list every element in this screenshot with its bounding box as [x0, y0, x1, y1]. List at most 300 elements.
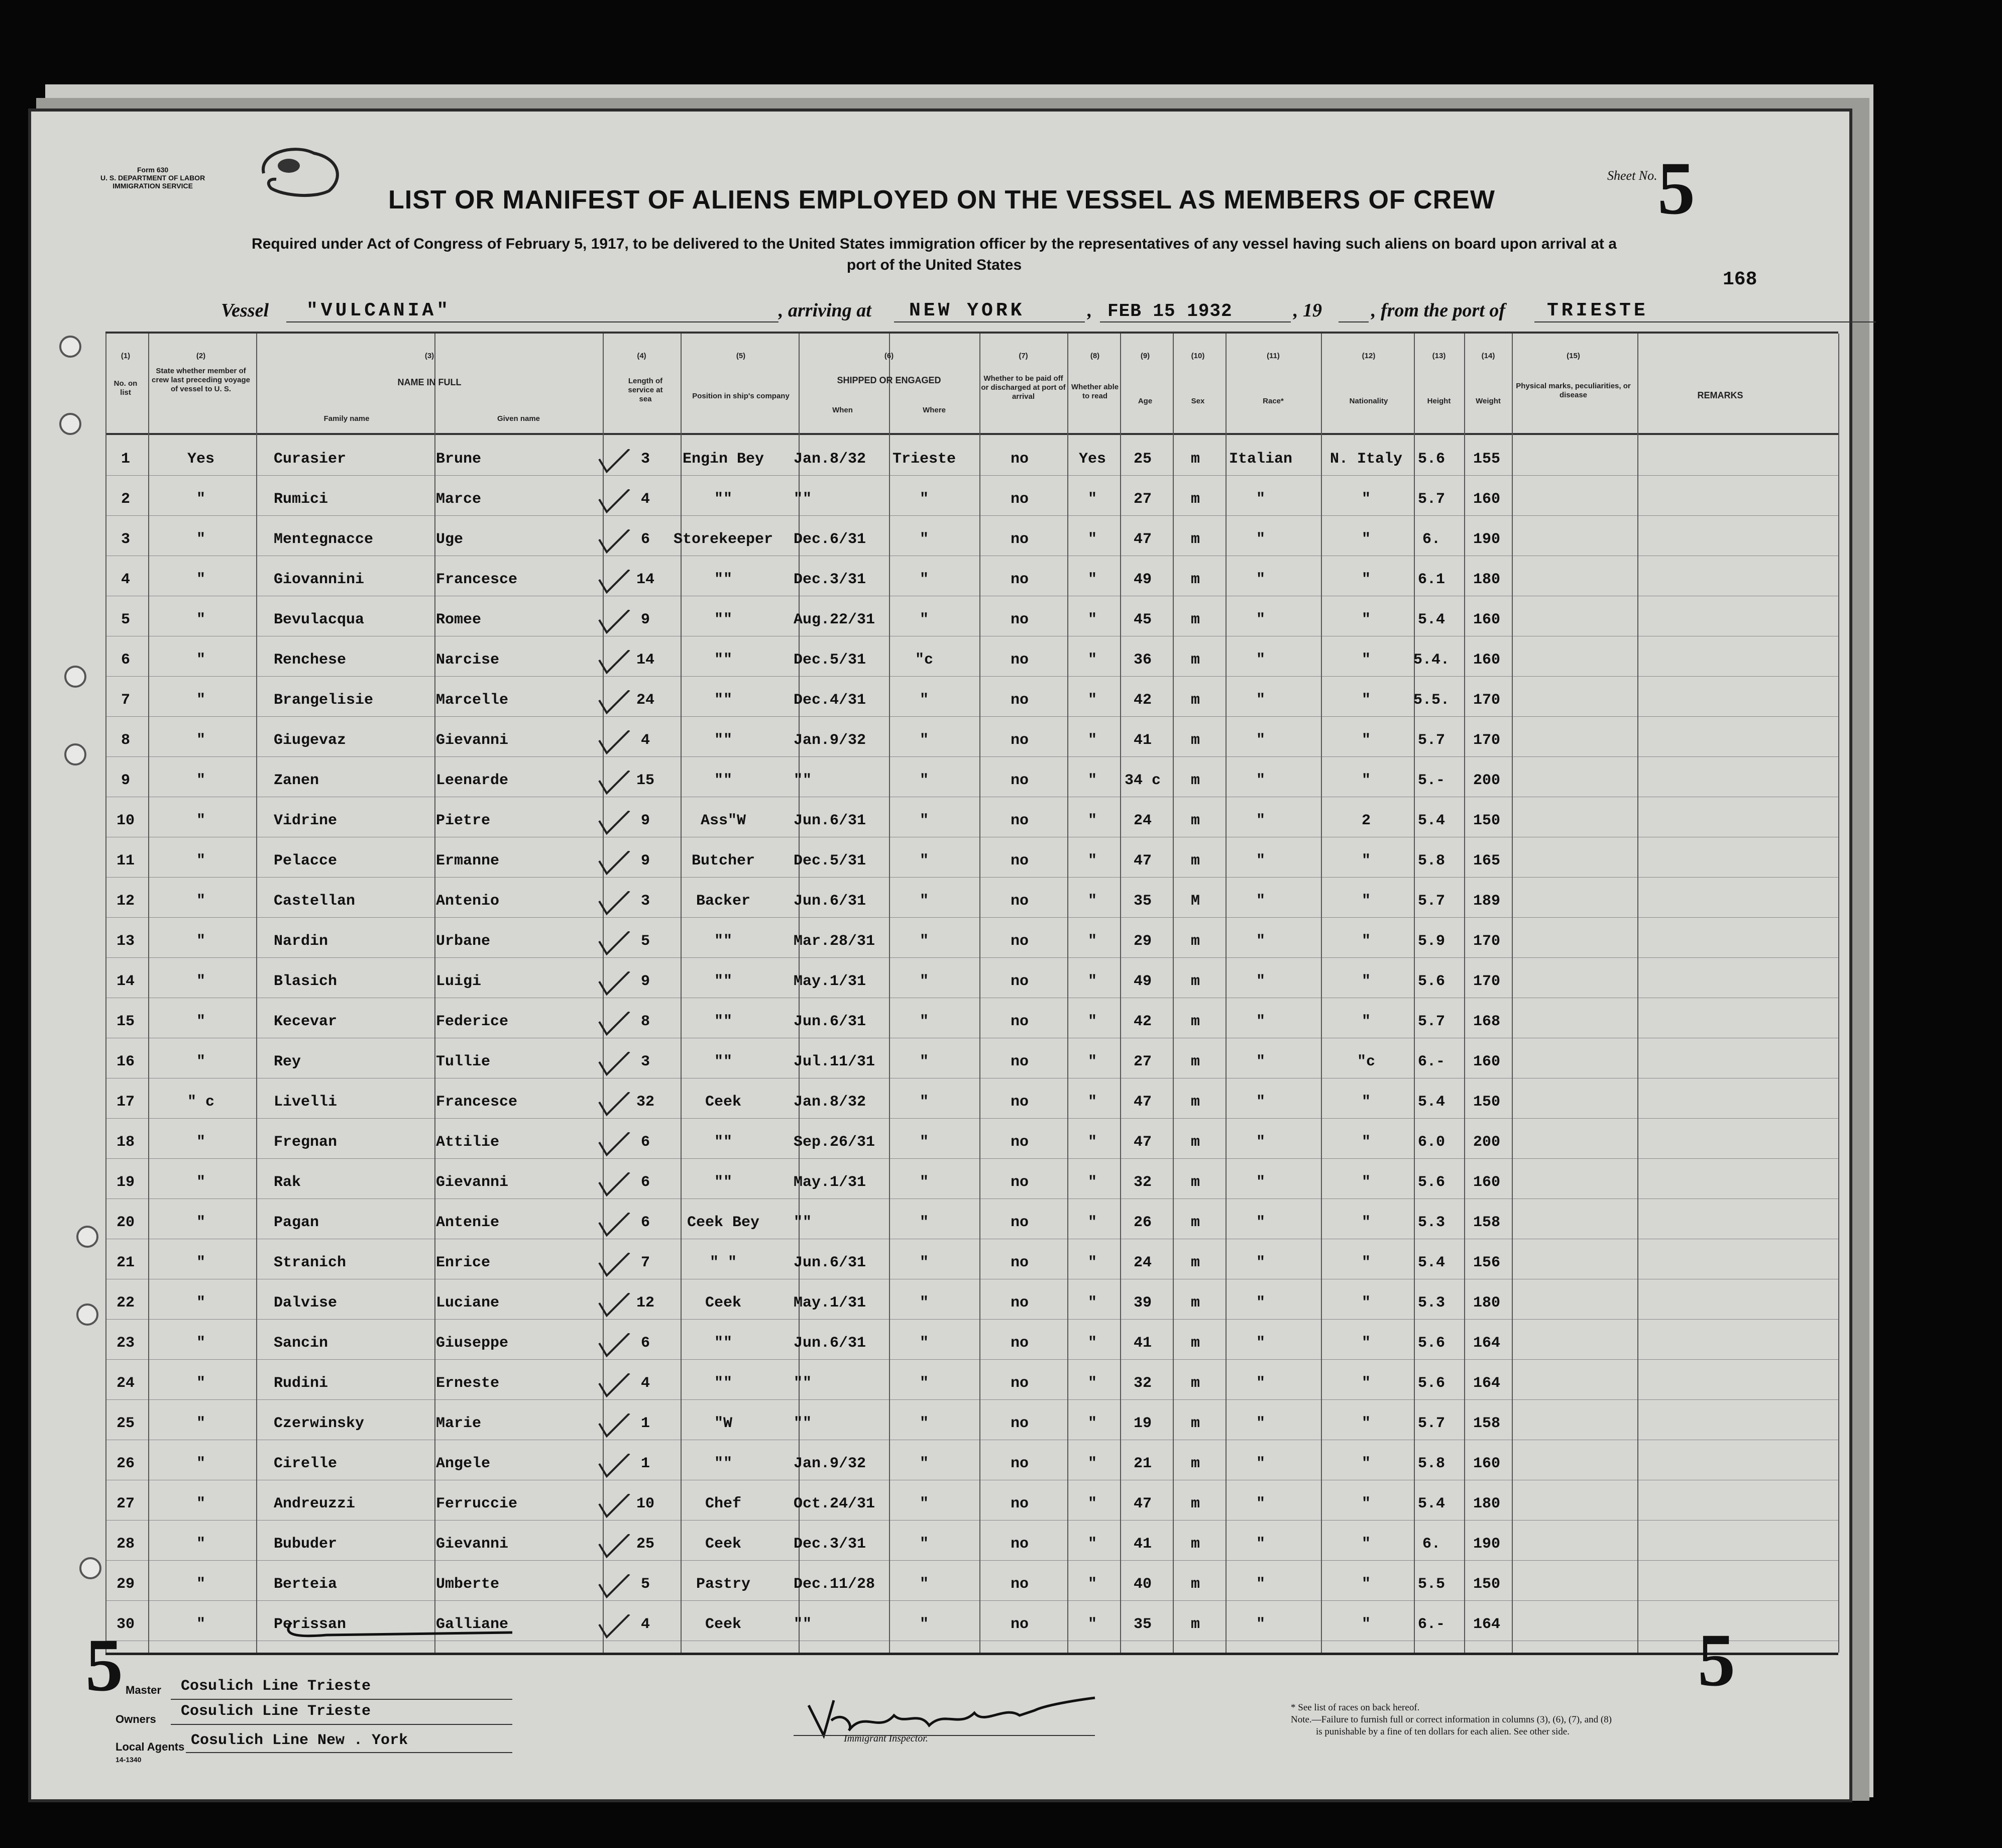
cell-service: 4	[640, 491, 650, 508]
cell-sex: m	[1190, 491, 1200, 508]
cell-position: Engin Bey	[682, 451, 764, 468]
cell-sex: m	[1190, 1455, 1200, 1472]
col-header-shipped: SHIPPED OR ENGAGED	[837, 375, 941, 385]
cell-when: Jun.6/31	[794, 812, 866, 829]
cell-weight: 150	[1473, 1576, 1501, 1593]
cell-when: ""	[794, 1214, 812, 1231]
cell-nat: "	[1361, 1415, 1371, 1432]
subtitle-line-2: port of the United States	[846, 257, 1022, 273]
owners-underline	[171, 1724, 512, 1725]
cell-sex: m	[1190, 1254, 1200, 1271]
cell-height: 5.4	[1417, 1094, 1445, 1111]
cell-paid: no	[1010, 973, 1029, 990]
cell-nat: "	[1361, 1375, 1371, 1392]
cell-where: "	[919, 1576, 929, 1593]
cell-position: Storekeeper	[673, 531, 773, 548]
cell-where: "	[919, 1536, 929, 1553]
cell-family: Rey	[274, 1053, 301, 1070]
cell-height: 5.6	[1417, 451, 1445, 468]
cell-read: "	[1087, 893, 1097, 910]
cell-read: "	[1087, 852, 1097, 869]
cell-race: "	[1256, 1053, 1266, 1070]
cell-when: ""	[794, 1616, 812, 1633]
cell-nat: 2	[1361, 812, 1371, 829]
check-mark	[597, 449, 632, 479]
vessel-name: "VULCANIA"	[306, 300, 452, 321]
cell-given: Marce	[436, 491, 482, 508]
cell-where: "	[919, 1254, 929, 1271]
master-value: Cosulich Line Trieste	[181, 1678, 371, 1695]
col-header-position: Position in ship's company	[692, 392, 790, 400]
cell-family: Blasich	[274, 973, 338, 990]
cell-given: Umberte	[436, 1576, 500, 1593]
cell-where: "	[919, 1415, 929, 1432]
column-rule	[1226, 334, 1227, 1653]
cell-paid: no	[1010, 812, 1029, 829]
cell-race: "	[1256, 973, 1266, 990]
check-mark	[597, 650, 632, 680]
cell-no: 21	[116, 1254, 135, 1271]
cell-sex: m	[1190, 973, 1200, 990]
cell-service: 10	[636, 1495, 655, 1512]
col-header-remarks: REMARKS	[1697, 390, 1743, 400]
row-rule	[105, 1118, 1838, 1119]
cell-age: 47	[1133, 852, 1152, 869]
cell-read: "	[1087, 1174, 1097, 1191]
sheet-number-right: 5	[1698, 1618, 1735, 1702]
cell-age: 41	[1133, 732, 1152, 749]
cell-nat: "	[1361, 1134, 1371, 1151]
cell-nat: "	[1361, 1455, 1371, 1472]
cell-family: Vidrine	[274, 812, 338, 829]
cell-no: 25	[116, 1415, 135, 1432]
col-header-read: Whether able to read	[1071, 383, 1119, 400]
cell-race: "	[1256, 933, 1266, 950]
check-mark	[597, 1012, 632, 1042]
col-header-no: No. on list	[114, 379, 138, 397]
cell-service: 5	[640, 933, 650, 950]
cell-read: "	[1087, 1576, 1097, 1593]
cell-when: ""	[794, 491, 812, 508]
cell-family: Fregnan	[274, 1134, 338, 1151]
cell-read: "	[1087, 1294, 1097, 1312]
column-rule	[1067, 334, 1068, 1653]
cell-age: 32	[1133, 1375, 1152, 1392]
cell-prev: "	[196, 852, 206, 869]
cell-weight: 158	[1473, 1415, 1501, 1432]
row-rule	[105, 515, 1838, 516]
cell-no: 18	[116, 1134, 135, 1151]
cell-given: Gievanni	[436, 732, 509, 749]
cell-race: "	[1256, 1214, 1266, 1231]
cell-family: Rumici	[274, 491, 328, 508]
year-label: , 19	[1293, 300, 1322, 321]
cell-family: Cirelle	[274, 1455, 338, 1472]
cell-read: "	[1087, 1013, 1097, 1030]
cell-when: Mar.28/31	[794, 933, 875, 950]
cell-sex: m	[1190, 1174, 1200, 1191]
cell-read: Yes	[1078, 451, 1106, 468]
binder-hole	[64, 743, 86, 766]
cell-race: "	[1256, 852, 1266, 869]
cell-nat: "	[1361, 893, 1371, 910]
cell-family: Pagan	[274, 1214, 319, 1231]
cell-no: 5	[121, 611, 131, 628]
cell-when: Dec.5/31	[794, 651, 866, 669]
cell-service: 32	[636, 1094, 655, 1111]
form-code: 14-1340	[116, 1756, 142, 1764]
cell-position: Chef	[705, 1495, 742, 1512]
cell-race: "	[1256, 1455, 1266, 1472]
cell-race: "	[1256, 772, 1266, 789]
cell-sex: m	[1190, 772, 1200, 789]
cell-no: 22	[116, 1294, 135, 1312]
cell-position: Ceek	[705, 1294, 742, 1312]
cell-height: 5.9	[1417, 933, 1445, 950]
cell-where: "	[919, 893, 929, 910]
cell-age: 21	[1133, 1455, 1152, 1472]
cell-prev: "	[196, 1053, 206, 1070]
check-mark	[597, 1172, 632, 1203]
comma: ,	[1087, 300, 1092, 321]
cell-paid: no	[1010, 1214, 1029, 1231]
cell-no: 4	[121, 571, 131, 588]
cell-prev: "	[196, 571, 206, 588]
cell-height: 5.3	[1417, 1214, 1445, 1231]
cell-age: 29	[1133, 933, 1152, 950]
cell-prev: "	[196, 531, 206, 548]
column-rule	[434, 334, 435, 1653]
vessel-line	[221, 296, 1657, 324]
from-port: TRIESTE	[1547, 300, 1648, 321]
cell-prev: "	[196, 973, 206, 990]
cell-age: 39	[1133, 1294, 1152, 1312]
cell-height: 6.	[1422, 1536, 1441, 1553]
cell-when: Jun.6/31	[794, 893, 866, 910]
cell-sex: m	[1190, 571, 1200, 588]
cell-sex: m	[1190, 1134, 1200, 1151]
cell-read: "	[1087, 531, 1097, 548]
cell-prev: "	[196, 1254, 206, 1271]
cell-prev: "	[196, 1455, 206, 1472]
check-mark	[597, 1454, 632, 1484]
cell-prev: "	[196, 651, 206, 669]
cell-weight: 170	[1473, 732, 1501, 749]
cell-read: "	[1087, 812, 1097, 829]
cell-paid: no	[1010, 1375, 1029, 1392]
cell-given: Pietre	[436, 812, 491, 829]
cell-paid: no	[1010, 692, 1029, 709]
cell-age: 19	[1133, 1415, 1152, 1432]
col-number-2: (2)	[196, 352, 206, 360]
column-rule	[1838, 334, 1839, 1653]
cell-height: 5.7	[1417, 893, 1445, 910]
cell-height: 5.7	[1417, 491, 1445, 508]
cell-prev: "	[196, 1214, 206, 1231]
cell-paid: no	[1010, 1053, 1029, 1070]
cell-position: ""	[714, 973, 733, 990]
cell-sex: m	[1190, 1214, 1200, 1231]
cell-service: 15	[636, 772, 655, 789]
cell-weight: 160	[1473, 491, 1501, 508]
cell-given: Ermanne	[436, 852, 500, 869]
cell-family: Andreuzzi	[274, 1495, 356, 1512]
col-number-10: (10)	[1191, 352, 1205, 360]
cell-when: Jun.6/31	[794, 1013, 866, 1030]
cell-race: "	[1256, 893, 1266, 910]
cell-height: 5.6	[1417, 1335, 1445, 1352]
cell-height: 5.4.	[1413, 651, 1450, 669]
cell-where: "	[919, 732, 929, 749]
cell-weight: 156	[1473, 1254, 1501, 1271]
cell-no: 9	[121, 772, 131, 789]
cell-nat: "	[1361, 1495, 1371, 1512]
check-mark	[597, 771, 632, 801]
cell-age: 32	[1133, 1174, 1152, 1191]
cell-service: 12	[636, 1294, 655, 1312]
cell-weight: 158	[1473, 1214, 1501, 1231]
cell-race: "	[1256, 1576, 1266, 1593]
master-label: Master	[126, 1684, 161, 1696]
cell-family: Rak	[274, 1174, 301, 1191]
column-rule	[1637, 334, 1638, 1653]
cell-age: 24	[1133, 1254, 1152, 1271]
cell-race: "	[1256, 1134, 1266, 1151]
cell-weight: 160	[1473, 1174, 1501, 1191]
cell-age: 47	[1133, 1094, 1152, 1111]
cell-prev: "	[196, 1174, 206, 1191]
cell-sex: m	[1190, 692, 1200, 709]
cell-when: Jul.11/31	[794, 1053, 875, 1070]
cell-age: 40	[1133, 1576, 1152, 1593]
cell-service: 24	[636, 692, 655, 709]
cell-sex: m	[1190, 732, 1200, 749]
cell-age: 27	[1133, 1053, 1152, 1070]
cell-read: "	[1087, 1415, 1097, 1432]
cell-age: 41	[1133, 1536, 1152, 1553]
cell-prev: "	[196, 1335, 206, 1352]
cell-service: 25	[636, 1536, 655, 1553]
cell-family: Rudini	[274, 1375, 328, 1392]
cell-paid: no	[1010, 1576, 1029, 1593]
cell-when: Dec.5/31	[794, 852, 866, 869]
cell-read: "	[1087, 1375, 1097, 1392]
cell-no: 24	[116, 1375, 135, 1392]
cell-age: 47	[1133, 1134, 1152, 1151]
column-rule	[979, 334, 980, 1653]
col-number-7: (7)	[1019, 352, 1028, 360]
cell-where: "	[919, 1134, 929, 1151]
cell-where: "	[919, 1294, 929, 1312]
cell-weight: 164	[1473, 1616, 1501, 1633]
column-rule	[1321, 334, 1322, 1653]
cell-prev: "	[196, 732, 206, 749]
cell-given: Federice	[436, 1013, 509, 1030]
cell-height: 5.7	[1417, 732, 1445, 749]
cell-where: "	[919, 973, 929, 990]
cell-height: 6.1	[1417, 571, 1445, 588]
cell-when: ""	[794, 1375, 812, 1392]
cell-race: Italian	[1229, 451, 1293, 468]
cell-sex: m	[1190, 651, 1200, 669]
cell-read: "	[1087, 611, 1097, 628]
cell-where: "	[919, 571, 929, 588]
cell-position: ""	[714, 1053, 733, 1070]
column-rule	[256, 334, 257, 1653]
cell-height: 5.5	[1417, 1576, 1445, 1593]
cell-read: "	[1087, 1335, 1097, 1352]
cell-paid: no	[1010, 1335, 1029, 1352]
cell-weight: 200	[1473, 1134, 1501, 1151]
cell-where: "	[919, 1455, 929, 1472]
cell-height: 5.6	[1417, 973, 1445, 990]
cell-where: "	[919, 1495, 929, 1512]
cell-weight: 190	[1473, 1536, 1501, 1553]
cell-sex: m	[1190, 852, 1200, 869]
cell-when: ""	[794, 1415, 812, 1432]
col-header-family: Family name	[323, 414, 370, 423]
cell-position: ""	[714, 611, 733, 628]
row-rule	[105, 756, 1838, 757]
cell-weight: 189	[1473, 893, 1501, 910]
cell-prev: "	[196, 1495, 206, 1512]
cell-when: Dec.11/28	[794, 1576, 875, 1593]
cell-weight: 160	[1473, 611, 1501, 628]
check-mark	[597, 931, 632, 961]
cell-weight: 150	[1473, 812, 1501, 829]
cell-height: 5.8	[1417, 852, 1445, 869]
form-identifier	[100, 166, 205, 190]
cell-race: "	[1256, 531, 1266, 548]
row-rule	[105, 957, 1838, 958]
cell-age: 49	[1133, 973, 1152, 990]
cell-nat: "	[1361, 1214, 1371, 1231]
cell-no: 23	[116, 1335, 135, 1352]
cell-when: Jan.9/32	[794, 1455, 866, 1472]
cell-read: "	[1087, 1214, 1097, 1231]
cell-race: "	[1256, 1254, 1266, 1271]
col-header-paid: Whether to be paid off or discharged at port of arrival	[981, 374, 1066, 401]
cell-sex: m	[1190, 1536, 1200, 1553]
cell-position: ""	[714, 651, 733, 669]
cell-where: "	[919, 531, 929, 548]
binder-hole	[76, 1226, 98, 1248]
cell-given: Luciane	[436, 1294, 500, 1312]
cell-no: 19	[116, 1174, 135, 1191]
check-mark	[597, 1132, 632, 1162]
row-rule	[105, 1560, 1838, 1561]
cell-nat: "	[1361, 491, 1371, 508]
cell-given: Gievanni	[436, 1174, 509, 1191]
cell-read: "	[1087, 973, 1097, 990]
cell-when: Jan.8/32	[794, 451, 866, 468]
cell-prev: "	[196, 1415, 206, 1432]
cell-read: "	[1087, 651, 1097, 669]
cell-paid: no	[1010, 491, 1029, 508]
col-number-8: (8)	[1090, 352, 1100, 360]
cell-service: 3	[640, 451, 650, 468]
cell-where: "	[919, 933, 929, 950]
cell-service: 7	[640, 1254, 650, 1271]
cell-paid: no	[1010, 933, 1029, 950]
cell-weight: 190	[1473, 531, 1501, 548]
page-subtitle	[105, 234, 1763, 276]
cell-family: Castellan	[274, 893, 356, 910]
cell-service: 9	[640, 611, 650, 628]
cell-nat: N. Italy	[1329, 451, 1403, 468]
from-label: , from the port of	[1371, 300, 1506, 321]
cell-position: Pastry	[696, 1576, 751, 1593]
cell-position: Backer	[696, 893, 751, 910]
cell-no: 28	[116, 1536, 135, 1553]
check-mark	[597, 1494, 632, 1524]
cell-when: Dec.6/31	[794, 531, 866, 548]
cell-paid: no	[1010, 451, 1029, 468]
cell-where: "	[919, 491, 929, 508]
master-underline	[171, 1699, 512, 1700]
cell-where: "	[919, 852, 929, 869]
cell-position: Ceek Bey	[687, 1214, 760, 1231]
column-rule	[1120, 334, 1121, 1653]
cell-paid: no	[1010, 1616, 1029, 1633]
cell-family: Brangelisie	[274, 692, 374, 709]
cell-when: Dec.3/31	[794, 1536, 866, 1553]
cell-family: Pelacce	[274, 852, 338, 869]
check-mark	[597, 1293, 632, 1323]
cell-read: "	[1087, 1495, 1097, 1512]
cell-position: ""	[714, 732, 733, 749]
cell-given: Antenio	[436, 893, 500, 910]
cell-paid: no	[1010, 893, 1029, 910]
cell-family: Mentegnacce	[274, 531, 374, 548]
cell-when: Jan.9/32	[794, 732, 866, 749]
cell-where: "	[919, 1094, 929, 1111]
cell-prev: "	[196, 1294, 206, 1312]
cell-given: Luigi	[436, 973, 482, 990]
cell-weight: 170	[1473, 933, 1501, 950]
cell-weight: 180	[1473, 1294, 1501, 1312]
cell-weight: 160	[1473, 651, 1501, 669]
cell-read: "	[1087, 732, 1097, 749]
cell-nat: "	[1361, 1174, 1371, 1191]
cell-height: 5.5.	[1413, 692, 1450, 709]
cell-family: Perissan	[274, 1616, 347, 1633]
cell-position: ""	[714, 491, 733, 508]
col-number-9: (9)	[1140, 352, 1150, 360]
cell-where: Trieste	[892, 451, 956, 468]
cell-sex: m	[1190, 1094, 1200, 1111]
subtitle-line-1: Required under Act of Congress of February 5, 1917, to be delivered to the United States immigration officer by the representatives of any vessel having such aliens on board upon arrival at a	[252, 236, 1617, 252]
binder-hole	[79, 1557, 101, 1579]
cell-position: ""	[714, 1375, 733, 1392]
cell-weight: 170	[1473, 973, 1501, 990]
cell-nat: "	[1361, 571, 1371, 588]
col-number-14: (14)	[1481, 352, 1495, 360]
cell-no: 26	[116, 1455, 135, 1472]
cell-paid: no	[1010, 531, 1029, 548]
col-header-state: State whether member of crew last preceding voyage of vessel to U. S.	[152, 367, 250, 393]
cell-weight: 200	[1473, 772, 1501, 789]
row-rule	[105, 1319, 1838, 1320]
page-title: LIST OR MANIFEST OF ALIENS EMPLOYED ON THE VESSEL AS MEMBERS OF CREW	[388, 185, 1495, 214]
col-number-5: (5)	[736, 352, 746, 360]
cell-family: Sancin	[274, 1335, 328, 1352]
cell-age: 25	[1133, 451, 1152, 468]
cell-when: Jun.6/31	[794, 1335, 866, 1352]
col-header-age: Age	[1138, 397, 1153, 405]
cell-no: 17	[116, 1094, 135, 1111]
cell-age: 26	[1133, 1214, 1152, 1231]
